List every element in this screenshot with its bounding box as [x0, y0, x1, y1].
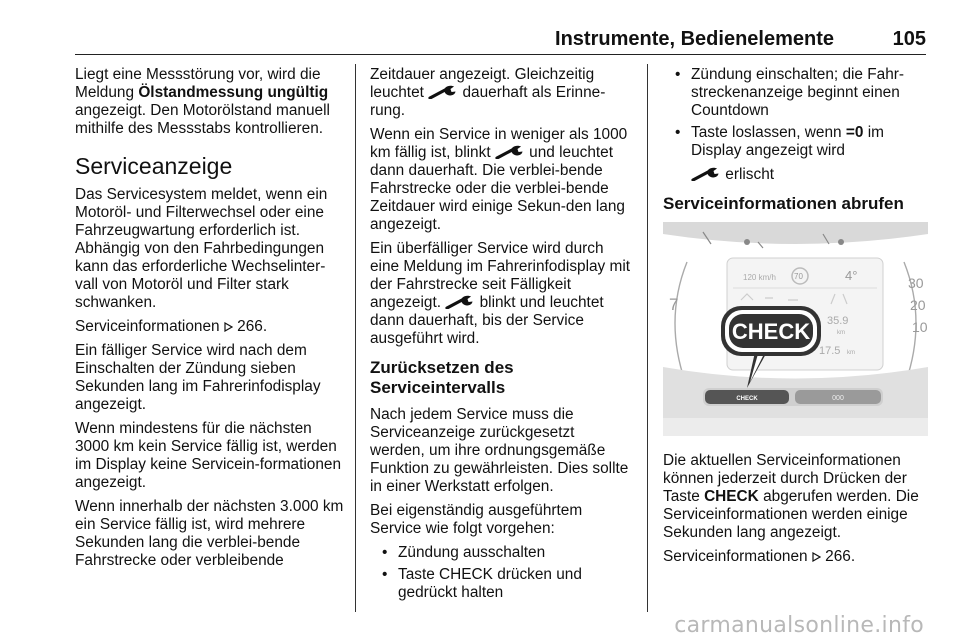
paragraph: Wenn innerhalb der nächsten 3.000 km ein Service fällig ist, wird mehrere Sekunden lang die verblei-bende Fahrstrecke oder verbleibende — [75, 498, 344, 569]
column-1 — [75, 66, 345, 576]
list-item: • Zündung einschalten; die Fahr-streckenanzeige beginnt einen Countdown — [663, 66, 928, 120]
check-callout-label: CHECK — [731, 319, 811, 344]
watermark: carmanualsonline.info — [674, 613, 924, 638]
paragraph: Die aktuellen Serviceinformationen können jederzeit durch Drücken der Taste CHECK abgerufen werden. Die Serviceinformationen werden einige Sekunden lang angezeigt. — [663, 452, 919, 541]
speed-limit-text: 70 — [794, 272, 803, 281]
temperature-text: 4° — [845, 268, 858, 283]
paragraph: Serviceinformationen 266. — [663, 548, 856, 565]
paragraph: erlischt — [663, 166, 928, 184]
paragraph: Ein überfälliger Service wird durch eine Meldung im Fahrerinfodisplay mit der Fahrstrecke seit Fälligkeit angezeigt. blinkt und leuchtet dann dauerhaft, bis der Service ausgeführt wird. — [370, 240, 631, 347]
column-3 — [663, 66, 928, 572]
instrument-cluster-figure — [663, 222, 928, 436]
wrench-icon — [691, 167, 721, 181]
page-reference-link[interactable]: 266. — [232, 318, 268, 335]
subsection-heading: Serviceinformationen abrufen — [663, 194, 904, 213]
paragraph: Zeitdauer angezeigt. Gleichzeitig leuchtet dauerhaft als Erinne-rung. — [370, 66, 606, 119]
gauge-number: 7 — [669, 295, 679, 314]
paragraph: Das Servicesystem meldet, wenn ein Motoröl- und Filterwechsel oder eine Fahrzeugwartung erforderlich ist. Abhängig von den Fahrbedingungen kann das erforderliche Wechselinter-vall von Motoröl und Filter stark schwanken. — [75, 186, 328, 311]
check-button-label: CHECK — [736, 396, 758, 402]
distance-text: 17.5 — [819, 345, 841, 357]
gauge-number: 20 — [910, 297, 926, 313]
wrench-icon — [445, 295, 475, 309]
page-reference-icon — [812, 552, 821, 562]
zero-button-label: 000 — [832, 395, 844, 402]
subsection-heading: Zurücksetzen des Serviceintervalls — [370, 358, 514, 397]
step-list — [370, 544, 632, 602]
paragraph: Wenn mindestens für die nächsten 3000 km kein Service fällig ist, werden im Display keine Servicein-formationen angezeigt. — [75, 420, 342, 491]
list-item: • Taste loslassen, wenn =0 im Display angezeigt wird — [663, 124, 928, 160]
column-divider — [647, 64, 648, 612]
column-divider — [355, 64, 356, 612]
column-2 — [370, 66, 632, 608]
wrench-icon — [495, 145, 525, 159]
message-text: Ölstandmessung ungültig — [138, 84, 329, 101]
wrench-icon — [428, 85, 458, 99]
speed-text: 120 km/h — [743, 273, 776, 282]
paragraph: Serviceinformationen 266. — [75, 318, 268, 335]
paragraph: Wenn ein Service in weniger als 1000 km fällig ist, blinkt und leuchtet dann dauerhaft. Die verblei-bende Fahrstrecke oder die verblei-bende Zeitdauer wird einige Sekun-den lang angezeigt. — [370, 126, 628, 233]
page-header — [75, 28, 926, 55]
paragraph: Ein fälliger Service wird nach dem Einschalten der Zündung sieben Sekunden lang im Fahrerinfodisplay angezeigt. — [75, 342, 321, 413]
page-number: 105 — [892, 28, 926, 50]
unit-text: km — [837, 330, 845, 336]
paragraph: Bei eigenständig ausgeführtem Service wie folgt vorgehen: — [370, 502, 583, 537]
paragraph: Nach jedem Service muss die Serviceanzeige zurückgesetzt werden, um ihre ordnungsgemäße Funktion zu gewährleisten. Dies sollte in einer Werkstatt erfolgen. — [370, 406, 629, 495]
distance-text: 35.9 — [827, 315, 849, 327]
step-list — [663, 66, 928, 160]
check-key-text: CHECK — [704, 488, 759, 505]
section-heading: Serviceanzeige — [75, 153, 233, 179]
list-item: • Taste CHECK drücken und gedrückt halten — [370, 566, 632, 602]
list-item: • Zündung ausschalten — [370, 544, 632, 562]
unit-text: km — [847, 350, 855, 356]
header-title: Instrumente, Bedienelemente — [555, 28, 834, 50]
page-reference-link[interactable]: 266. — [820, 548, 856, 565]
gauge-number: 10 — [912, 319, 928, 335]
gauge-number: 30 — [908, 275, 924, 291]
page-reference-icon — [224, 322, 233, 332]
paragraph: Liegt eine Messstörung vor, wird die Meldung Ölstandmessung ungültig angezeigt. Den Motorölstand manuell mithilfe des Messstabs kontrollieren. — [75, 66, 330, 137]
